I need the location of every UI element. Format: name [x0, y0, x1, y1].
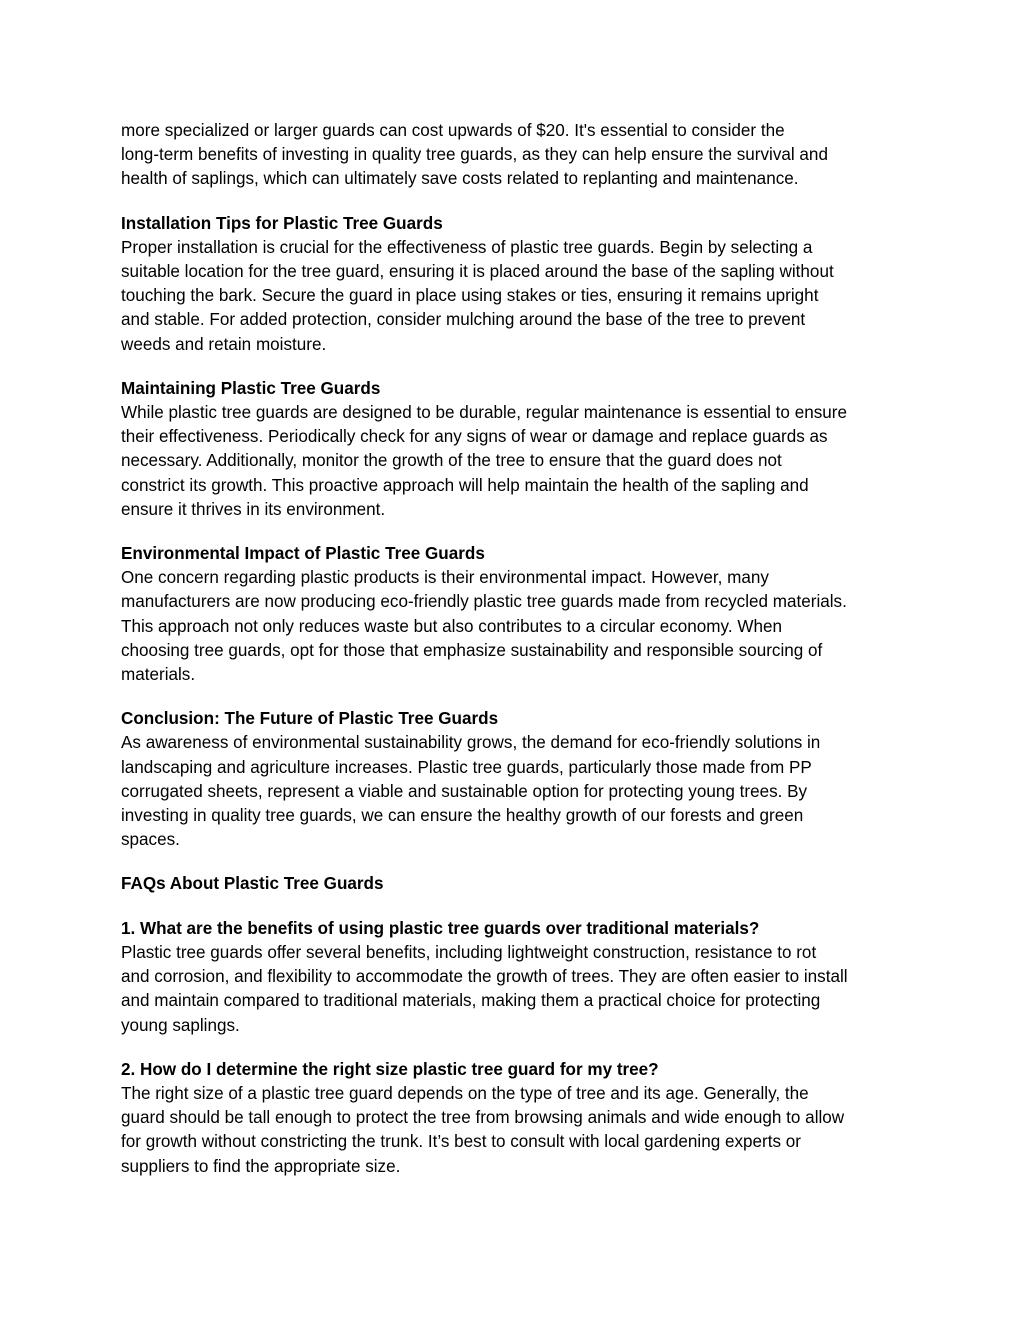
section-environmental-impact [121, 542, 911, 687]
faq-title: FAQs About Plastic Tree Guards [121, 874, 384, 894]
section-installation-tips [121, 212, 911, 357]
section-heading: Maintaining Plastic Tree Guards [121, 378, 381, 398]
intro-paragraph: more specialized or larger guards can cost upwards of $20. It's essential to consider the long-term benefits of investing in quality tree guards, as they can help ensure the survival and health of saplings, which can ultimately save costs related to replanting and maintenance. [121, 121, 828, 189]
faq-question: 1. What are the benefits of using plastic tree guards over traditional materials? [121, 918, 760, 938]
faq-answer: Plastic tree guards offer several benefits, including lightweight construction, resistance to rot and corrosion, and flexibility to accommodate the growth of trees. They are often easier to install and maintain compared to traditional materials, making them a practical choice for protecting young saplings. [121, 942, 848, 1035]
section-heading: Installation Tips for Plastic Tree Guards [121, 213, 443, 233]
faq-item [121, 1058, 911, 1179]
section-conclusion [121, 707, 911, 852]
section-heading: Environmental Impact of Plastic Tree Guards [121, 544, 485, 564]
section-body: As awareness of environmental sustainability grows, the demand for eco-friendly solutions in landscaping and agriculture increases. Plastic tree guards, particularly those made from PP corrugated sheets, represent a viable and sustainable option for protecting young trees. By investing in quality tree guards, we can ensure the healthy growth of our forests and green spaces. [121, 733, 821, 850]
section-body: One concern regarding plastic products is their environmental impact. However, many manufacturers are now producing eco-friendly plastic tree guards made from recycled materials. This approach not only reduces waste but also contributes to a circular economy. When choosing tree guards, opt for those that emphasize sustainability and responsible sourcing of materials. [121, 568, 847, 685]
section-heading: Conclusion: The Future of Plastic Tree Guards [121, 709, 499, 729]
faq-question: 2. How do I determine the right size plastic tree guard for my tree? [121, 1059, 659, 1079]
section-maintaining [121, 377, 911, 522]
faq-item [121, 917, 911, 1038]
section-body: While plastic tree guards are designed to be durable, regular maintenance is essential to ensure their effectiveness. Periodically check for any signs of wear or damage and replace guards as necessary. Additionally, monitor the growth of the tree to ensure that the guard does not constrict its growth. This proactive approach will help maintain the health of the sapling and ensure it thrives in its environment. [121, 403, 847, 519]
intro-paragraph-block [121, 119, 911, 192]
section-body: Proper installation is crucial for the effectiveness of plastic tree guards. Begin by selecting a suitable location for the tree guard, ensuring it is placed around the base of the sapling without touching the bark. Secure the guard in place using stakes or ties, ensuring it remains upright and stable. For added protection, consider mulching around the base of the tree to prevent weeds and retain moisture. [121, 237, 834, 354]
document-page [121, 119, 911, 1199]
faq-answer: The right size of a plastic tree guard depends on the type of tree and its age. Generally, the guard should be tall enough to protect the tree from browsing animals and wide enough to allow for growth without constricting the trunk. It’s best to consult with local gardening experts or suppliers to find the appropriate size. [121, 1083, 845, 1176]
